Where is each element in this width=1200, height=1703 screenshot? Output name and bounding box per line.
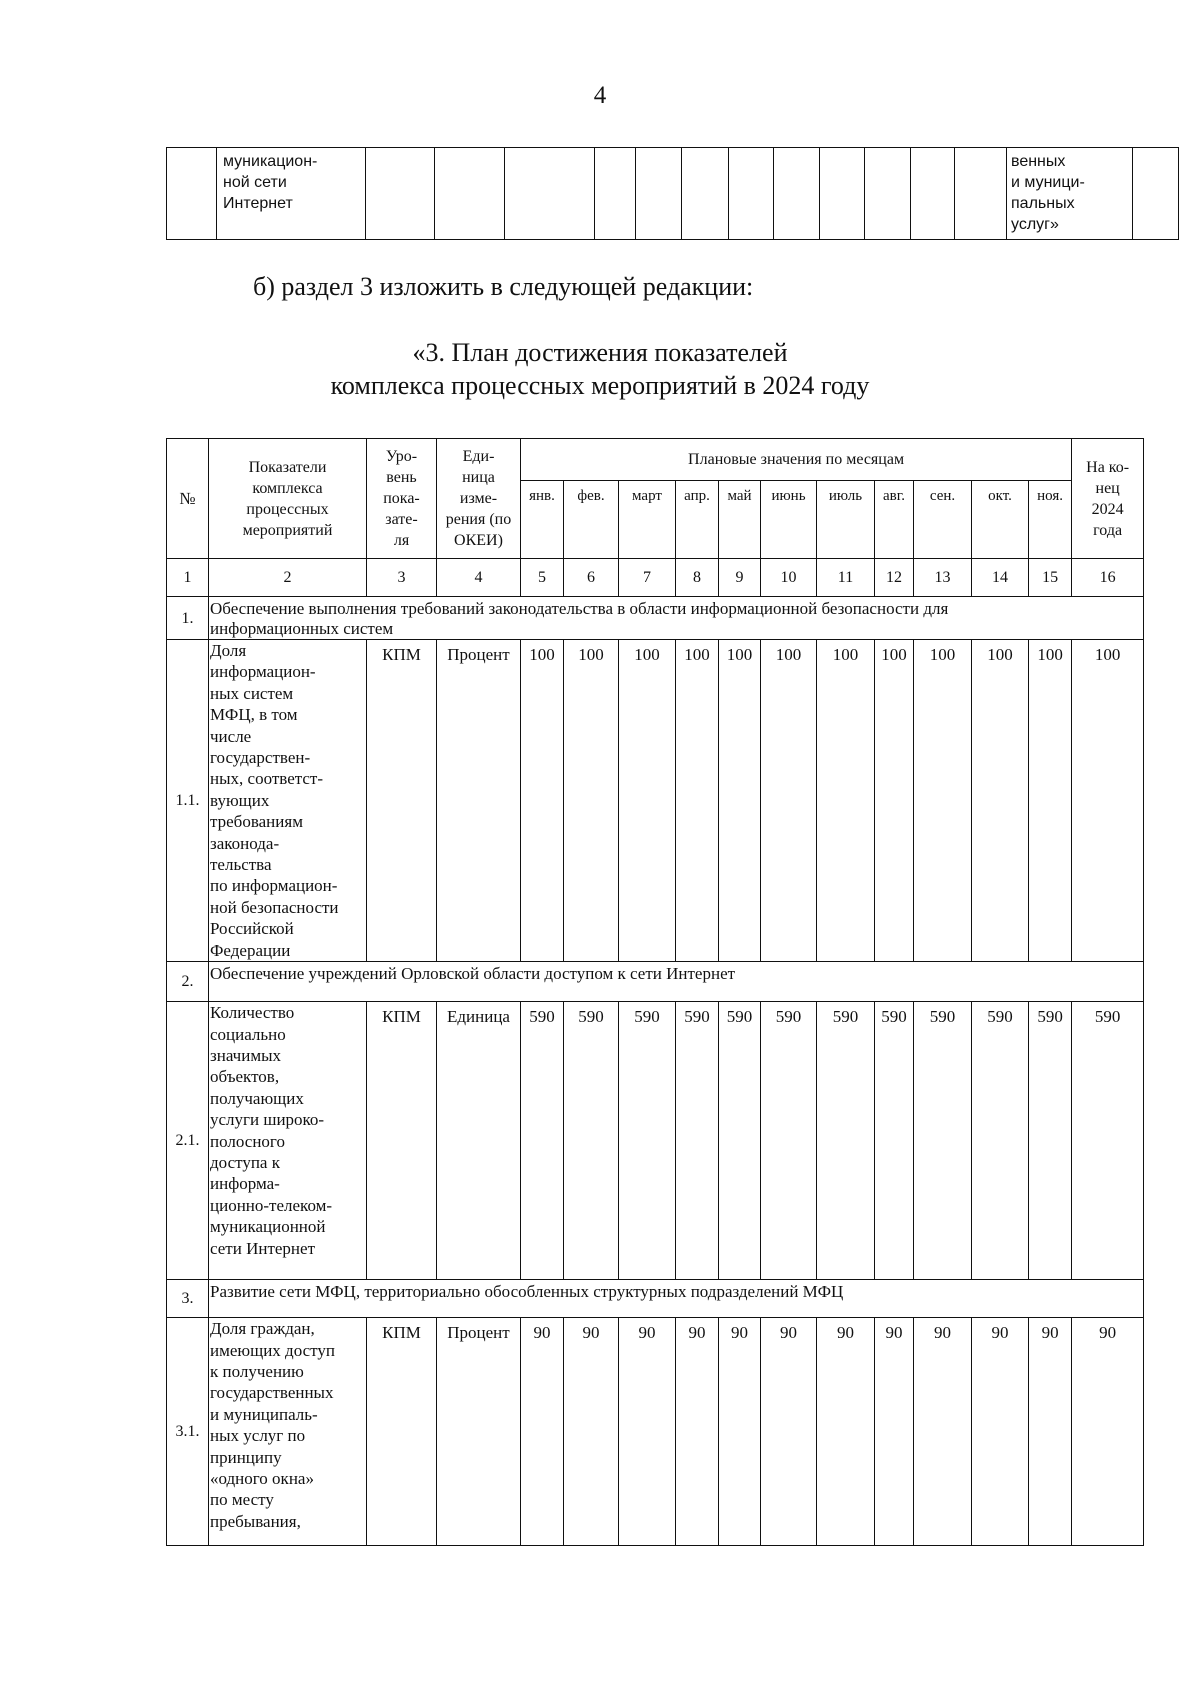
- header-line: Еди-: [462, 448, 495, 465]
- header-line: рения (по: [445, 511, 512, 528]
- indicator-name-line: тельства: [210, 855, 272, 875]
- section-number: 1.: [167, 597, 209, 640]
- indicator-level: КПМ: [367, 640, 437, 962]
- header-line: Уро-: [385, 448, 418, 465]
- section-title-line: Развитие сети МФЦ, территориально обособленных структурных подразделений МФЦ: [210, 1282, 844, 1302]
- section-number: 3.: [167, 1280, 209, 1318]
- section-row: [167, 597, 1144, 640]
- prev-cell: [167, 148, 217, 240]
- month-header: ноя.: [1029, 481, 1072, 559]
- section-title: [209, 962, 1144, 1002]
- column-number: 7: [619, 559, 676, 597]
- prev-cell: [774, 148, 820, 240]
- previous-table-row: [167, 148, 1179, 240]
- monthly-value: 100: [676, 640, 719, 962]
- prev-cell: [682, 148, 729, 240]
- monthly-value: 590: [619, 1002, 676, 1280]
- prev-name-line: ной сети: [223, 174, 287, 191]
- indicator-name-line: объектов,: [210, 1067, 280, 1087]
- column-number: 8: [676, 559, 719, 597]
- monthly-value: 90: [619, 1318, 676, 1546]
- indicator-name-line: ной безопасности: [210, 897, 339, 917]
- indicator-name-line: информацион-: [210, 662, 316, 682]
- indicator-name-line: и муниципаль-: [210, 1404, 318, 1424]
- monthly-value: 100: [875, 640, 914, 962]
- header-year-end: [1072, 439, 1144, 559]
- column-number: 11: [817, 559, 875, 597]
- indicator-name-line: «одного окна»: [210, 1468, 314, 1488]
- indicator-name-line: требованиям: [210, 812, 303, 832]
- column-numbers-row: [167, 559, 1144, 597]
- month-header: сен.: [914, 481, 972, 559]
- monthly-value: 100: [564, 640, 619, 962]
- page-number: 4: [593, 82, 607, 109]
- section-title: [209, 1280, 1144, 1318]
- monthly-value: 590: [875, 1002, 914, 1280]
- indicator-name-line: Федерации: [210, 940, 291, 960]
- header-line: процессных: [246, 500, 329, 518]
- prev-cell: [865, 148, 911, 240]
- column-number: 10: [761, 559, 817, 597]
- month-header: апр.: [676, 481, 719, 559]
- indicator-name-line: имеющих доступ: [210, 1340, 335, 1360]
- header-line: года: [1093, 521, 1123, 539]
- prev-cell: [636, 148, 682, 240]
- month-header: окт.: [972, 481, 1029, 559]
- column-number: 16: [1072, 559, 1144, 597]
- prev-cell: [435, 148, 505, 240]
- indicator-name-line: числе: [210, 726, 252, 746]
- prev-cell: [955, 148, 1007, 240]
- header-unit: [437, 439, 521, 559]
- monthly-value: 590: [719, 1002, 761, 1280]
- header-line: 2024: [1091, 500, 1124, 518]
- prev-cell: [820, 148, 865, 240]
- indicator-name-line: принципу: [210, 1447, 282, 1467]
- section-title: [0, 336, 1200, 402]
- monthly-value: 590: [761, 1002, 817, 1280]
- prev-right-line: услуг»: [1011, 216, 1059, 233]
- section-number: 2.: [167, 962, 209, 1002]
- prev-cell: [911, 148, 955, 240]
- column-number: 6: [564, 559, 619, 597]
- prev-name-cell: [217, 148, 366, 240]
- section-title-line-2: комплекса процессных мероприятий в 2024 году: [330, 371, 870, 400]
- indicator-name-line: к получению: [210, 1361, 304, 1381]
- indicator-name-line: муникационной: [210, 1217, 326, 1237]
- header-line: нец: [1095, 479, 1120, 497]
- indicator-unit: Процент: [437, 1318, 521, 1546]
- section-title-line-1: «3. План достижения показателей: [412, 338, 788, 367]
- indicator-row: [167, 640, 1144, 962]
- prev-right-line: и муници-: [1011, 174, 1085, 191]
- monthly-value: 90: [1029, 1318, 1072, 1546]
- month-header: июнь: [761, 481, 817, 559]
- monthly-value: 90: [521, 1318, 564, 1546]
- monthly-value: 590: [521, 1002, 564, 1280]
- indicator-level: КПМ: [367, 1318, 437, 1546]
- monthly-value: 90: [972, 1318, 1029, 1546]
- indicator-name: [209, 1318, 367, 1546]
- monthly-value: 90: [564, 1318, 619, 1546]
- prev-name-line: муникацион-: [223, 153, 318, 170]
- column-number: 5: [521, 559, 564, 597]
- subsection-instruction: б) раздел 3 изложить в следующей редакции:: [253, 272, 754, 301]
- monthly-value: 90: [719, 1318, 761, 1546]
- indicator-level: КПМ: [367, 1002, 437, 1280]
- indicator-name-line: Российской: [210, 919, 294, 939]
- section-title-line: Обеспечение учреждений Орловской области доступом к сети Интернет: [210, 964, 736, 984]
- indicator-row: [167, 1002, 1144, 1280]
- monthly-value: 90: [676, 1318, 719, 1546]
- indicator-name-line: полосного: [210, 1131, 285, 1151]
- indicator-name-line: государствен-: [210, 748, 311, 768]
- column-number: 3: [367, 559, 437, 597]
- prev-right-line: пальных: [1011, 195, 1075, 212]
- column-number: 14: [972, 559, 1029, 597]
- month-header: фев.: [564, 481, 619, 559]
- header-line: ОКЕИ): [454, 532, 503, 549]
- header-line: ля: [393, 532, 410, 549]
- column-number: 15: [1029, 559, 1072, 597]
- header-line: вень: [386, 469, 417, 486]
- monthly-value: 100: [719, 640, 761, 962]
- indicator-name-line: Доля граждан,: [210, 1319, 315, 1339]
- prev-right-cell: [1007, 148, 1133, 240]
- header-line: мероприятий: [242, 521, 333, 539]
- indicator-number: 1.1.: [167, 640, 209, 962]
- column-number: 13: [914, 559, 972, 597]
- indicator-number: 3.1.: [167, 1318, 209, 1546]
- indicator-name-line: пребывания,: [210, 1511, 301, 1531]
- header-line: комплекса: [252, 479, 323, 497]
- section-title-line: информационных систем: [210, 619, 394, 638]
- indicator-name-line: значимых: [210, 1045, 282, 1065]
- column-number: 2: [209, 559, 367, 597]
- indicator-name-line: МФЦ, в том: [210, 705, 298, 725]
- header-line: ница: [462, 469, 495, 486]
- column-number: 1: [167, 559, 209, 597]
- header-number: №: [167, 439, 209, 559]
- monthly-value: 100: [972, 640, 1029, 962]
- section-row: [167, 1280, 1144, 1318]
- monthly-value: 100: [761, 640, 817, 962]
- monthly-value: 590: [972, 1002, 1029, 1280]
- monthly-value: 90: [761, 1318, 817, 1546]
- header-line: пока-: [383, 490, 420, 507]
- indicator-name-line: социально: [210, 1024, 286, 1044]
- header-line: На ко-: [1086, 458, 1130, 476]
- plan-table: [166, 438, 1144, 1546]
- column-number: 4: [437, 559, 521, 597]
- indicator-row: [167, 1318, 1144, 1546]
- indicator-name-line: доступа к: [210, 1152, 280, 1172]
- monthly-value: 590: [676, 1002, 719, 1280]
- month-header: май: [719, 481, 761, 559]
- indicator-name-line: сети Интернет: [210, 1238, 315, 1258]
- indicator-name-line: Доля: [210, 641, 247, 660]
- year-end-value: 590: [1072, 1002, 1144, 1280]
- header-line: изме-: [459, 490, 498, 507]
- prev-cell: [729, 148, 774, 240]
- header-line: зате-: [385, 511, 418, 528]
- indicator-number: 2.1.: [167, 1002, 209, 1280]
- prev-cell: [1133, 148, 1179, 240]
- indicator-name-line: ных, соответст-: [210, 769, 324, 789]
- section-title: [209, 597, 1144, 640]
- indicator-name: [209, 1002, 367, 1280]
- monthly-value: 90: [875, 1318, 914, 1546]
- monthly-value: 90: [817, 1318, 875, 1546]
- indicator-name-line: по месту: [210, 1490, 274, 1510]
- monthly-value: 590: [914, 1002, 972, 1280]
- indicator-name-line: вующих: [210, 790, 270, 810]
- monthly-value: 590: [564, 1002, 619, 1280]
- header-row-1: [167, 439, 1144, 481]
- indicator-name-line: по информацион-: [210, 876, 338, 896]
- prev-cell: [505, 148, 595, 240]
- column-number: 9: [719, 559, 761, 597]
- indicator-unit: Процент: [437, 640, 521, 962]
- monthly-value: 100: [817, 640, 875, 962]
- year-end-value: 90: [1072, 1318, 1144, 1546]
- monthly-value: 590: [817, 1002, 875, 1280]
- month-header: июль: [817, 481, 875, 559]
- month-header: март: [619, 481, 676, 559]
- header-monthly-values: Плановые значения по месяцам: [521, 439, 1072, 481]
- year-end-value: 100: [1072, 640, 1144, 962]
- previous-table-fragment: [166, 147, 1179, 240]
- monthly-value: 590: [1029, 1002, 1072, 1280]
- month-header: авг.: [875, 481, 914, 559]
- section-title-line: Обеспечение выполнения требований законодательства в области информационной безопасности для: [210, 599, 949, 618]
- monthly-value: 100: [619, 640, 676, 962]
- prev-cell: [595, 148, 636, 240]
- indicator-name-line: получающих: [210, 1088, 304, 1108]
- prev-cell: [366, 148, 435, 240]
- indicator-unit: Единица: [437, 1002, 521, 1280]
- section-row: [167, 962, 1144, 1002]
- indicator-name-line: законода-: [210, 833, 280, 853]
- prev-name-line: Интернет: [223, 195, 293, 212]
- indicator-name-line: Количество: [210, 1003, 295, 1023]
- monthly-value: 100: [521, 640, 564, 962]
- monthly-value: 100: [1029, 640, 1072, 962]
- indicator-name-line: услуги широко-: [210, 1110, 325, 1130]
- monthly-value: 100: [914, 640, 972, 962]
- column-number: 12: [875, 559, 914, 597]
- indicator-name-line: информа-: [210, 1174, 280, 1194]
- indicator-name-line: ционно-телеком-: [210, 1195, 333, 1215]
- monthly-value: 90: [914, 1318, 972, 1546]
- indicator-name-line: государственных: [210, 1383, 334, 1403]
- indicator-name-line: ных услуг по: [210, 1426, 306, 1446]
- indicator-name-line: ных систем: [210, 683, 294, 703]
- month-header: янв.: [521, 481, 564, 559]
- header-level: [367, 439, 437, 559]
- indicator-name: [209, 640, 367, 962]
- header-indicators: [209, 439, 367, 559]
- header-line: Показатели: [248, 458, 327, 476]
- prev-right-line: венных: [1011, 153, 1066, 170]
